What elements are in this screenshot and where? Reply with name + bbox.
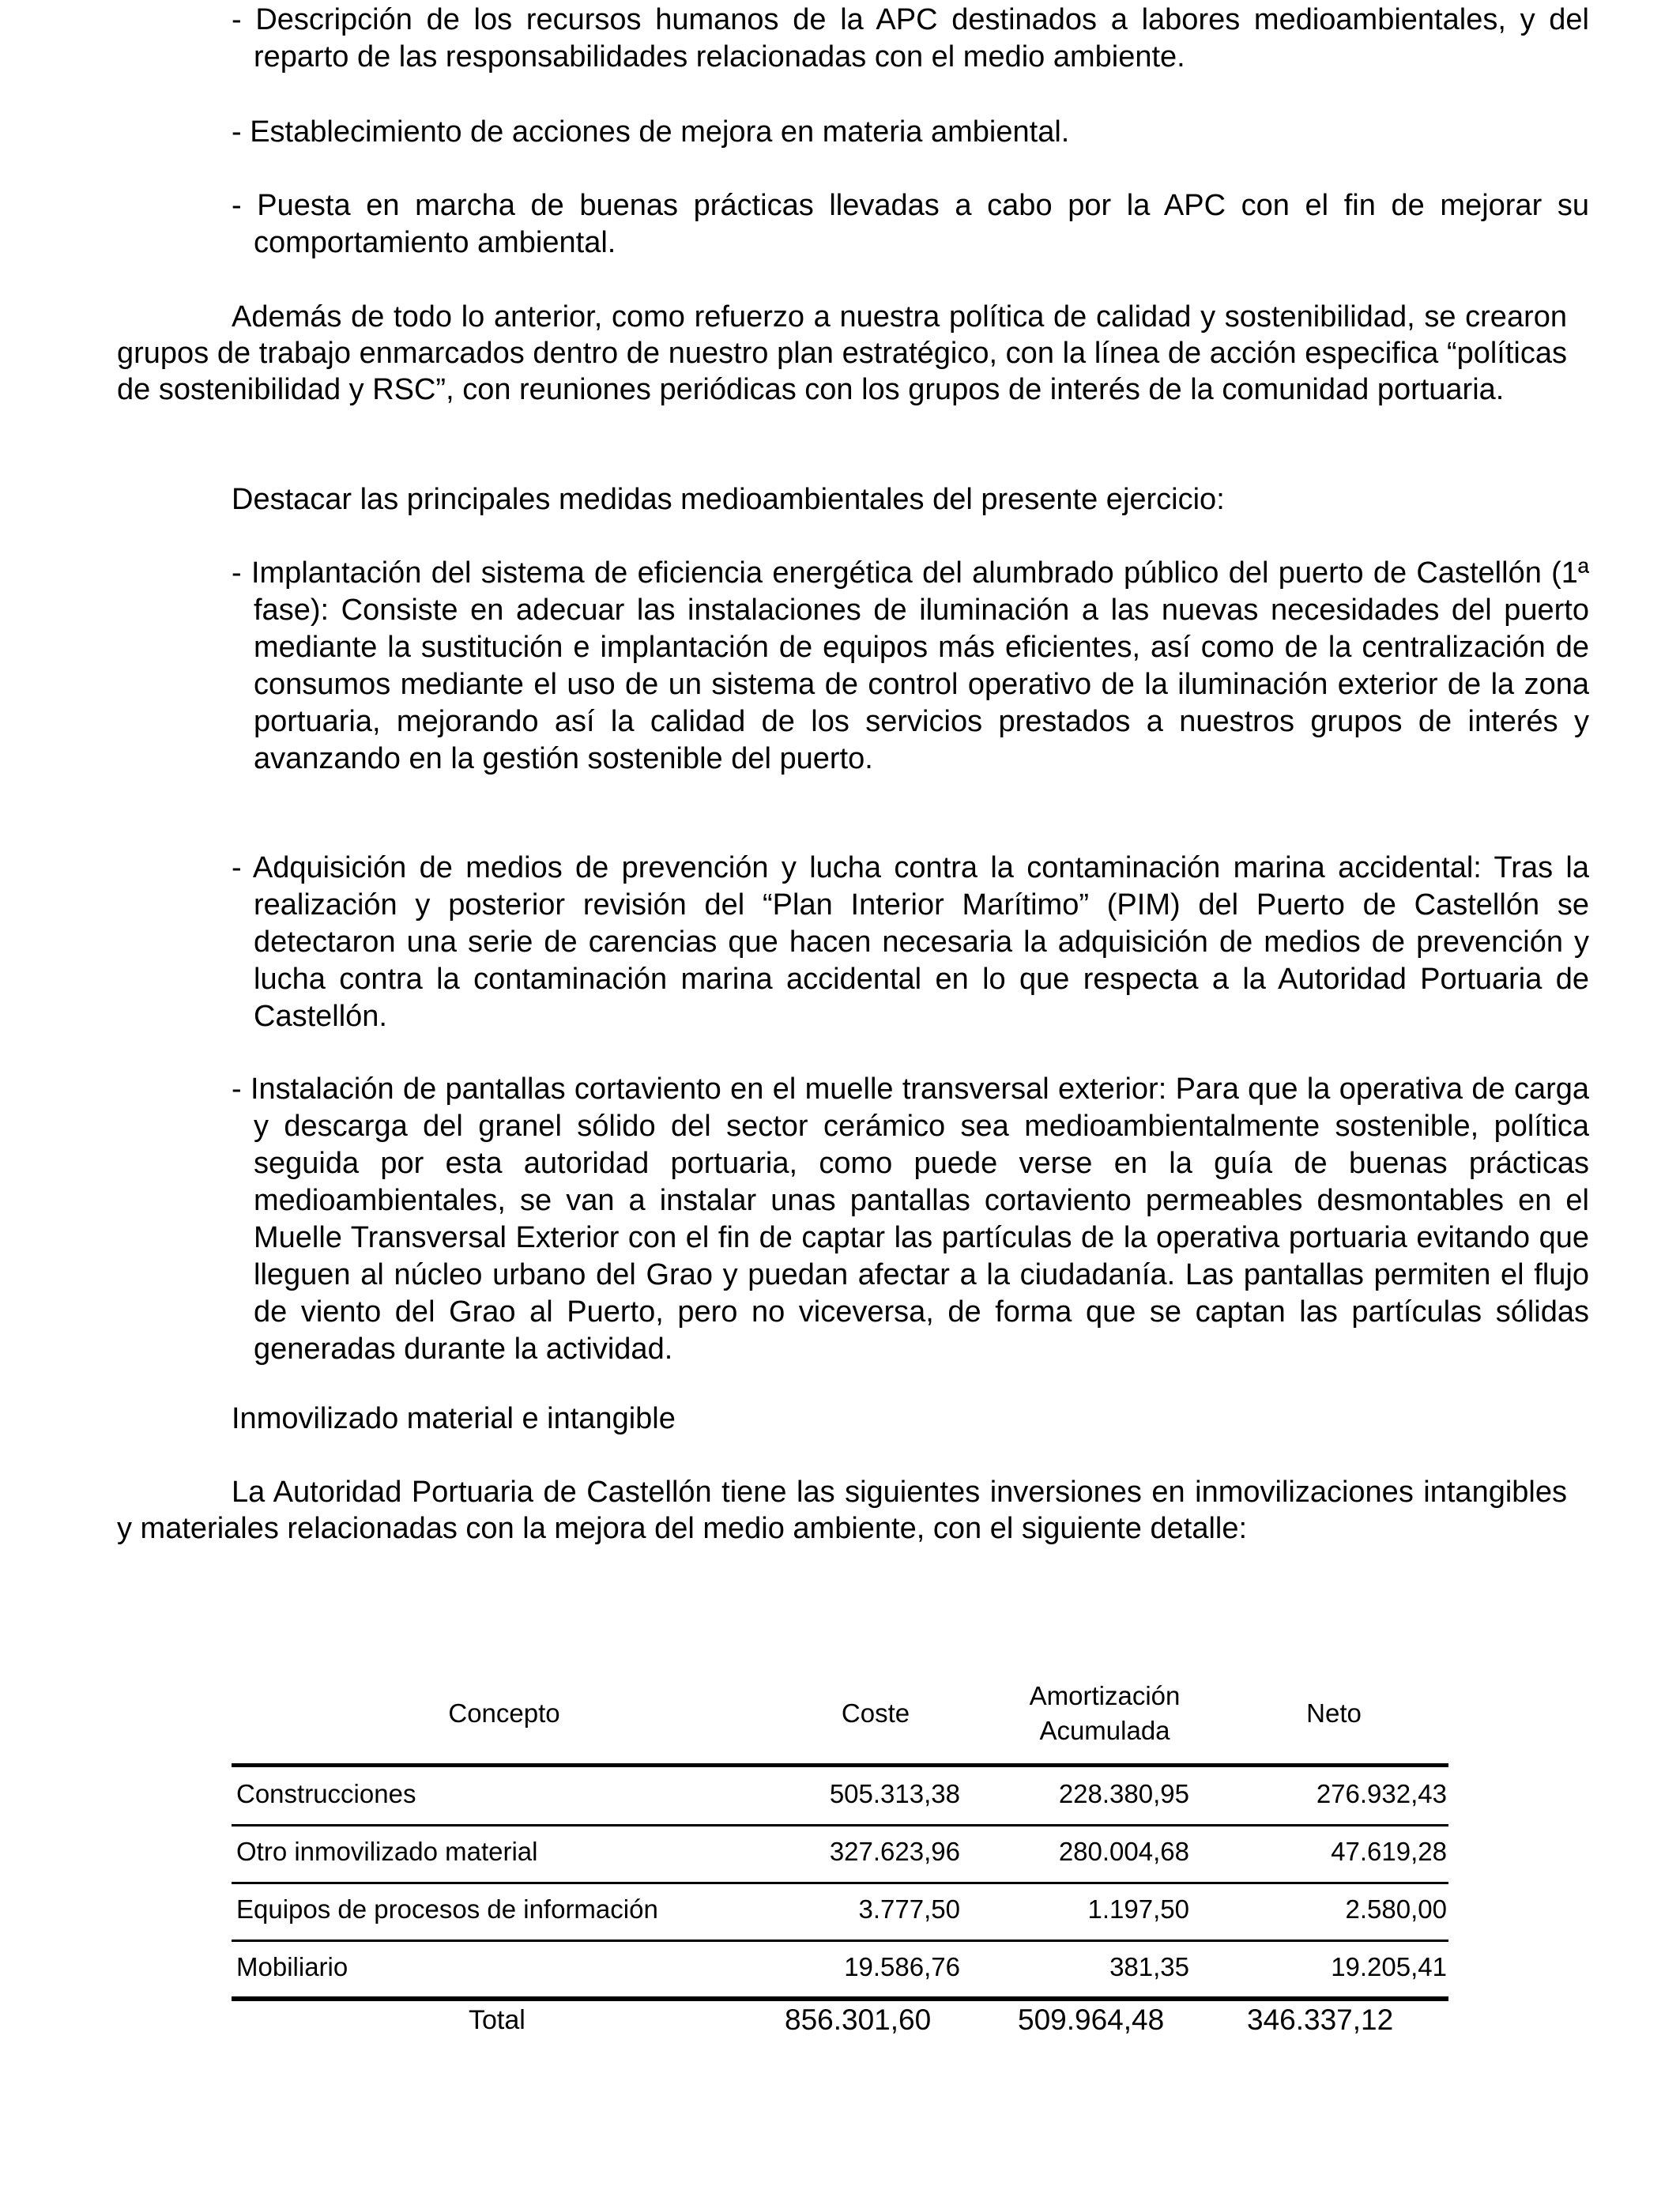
cell-neto: 276.932,43 [1316,1779,1447,1808]
header-neto: Neto [1306,1698,1362,1728]
header-concepto: Concepto [448,1698,560,1728]
bullet-recursos-humanos: - Descripción de los recursos humanos de la APC destinados a labores medioambientales, y del reparto de las responsabilidades relacionadas con el medio ambiente. [232,3,1589,74]
cell-amortizacion: 381,35 [1109,1952,1189,1981]
cell-amortizacion: 1.197,50 [1087,1894,1189,1924]
header-coste: Coste [841,1698,910,1728]
row-divider [232,1882,1448,1884]
cell-concepto: Construcciones [236,1779,416,1808]
total-amortizacion: 509.964,48 [1018,2004,1165,2036]
cell-neto: 19.205,41 [1331,1952,1447,1981]
cell-concepto: Mobiliario [236,1952,348,1981]
row-divider [232,1824,1448,1826]
cell-concepto: Equipos de procesos de información [236,1894,658,1924]
section-heading: Inmovilizado material e intangible [232,1402,676,1435]
cell-concepto: Otro inmovilizado material [236,1837,538,1866]
cell-coste: 3.777,50 [858,1894,960,1924]
cell-coste: 19.586,76 [844,1952,960,1981]
bullet-acciones-mejora: - Establecimiento de acciones de mejora en materia ambiental. [232,115,1070,149]
total-rule [232,1996,1448,2001]
header-rule [232,1763,1448,1767]
paragraph-medidas-intro: Destacar las principales medidas medioambientales del presente ejercicio: [232,483,1225,516]
cell-amortizacion: 280.004,68 [1058,1837,1189,1866]
paragraph-politica-calidad: Además de todo lo anterior, como refuerzo a nuestra política de calidad y sostenibilidad, se crearon grupos de trabajo enmarcados dentro de nuestro plan estratégico, con la línea de acción especifica “políticas de sostenibilidad y RSC”, con reuniones periódicas con los grupos de interés de la comunidad portuaria. [117,300,1567,406]
cell-coste: 327.623,96 [829,1837,960,1866]
total-label: Total [469,2005,525,2035]
cell-coste: 505.313,38 [829,1779,960,1808]
cell-neto: 2.580,00 [1345,1894,1447,1924]
total-coste: 856.301,60 [785,2004,932,2036]
cell-amortizacion: 228.380,95 [1058,1779,1189,1808]
total-neto: 346.337,12 [1247,2004,1394,2036]
header-amortizacion: Amortización Acumulada [1029,1681,1181,1745]
measure-eficiencia-energetica: - Implantación del sistema de eficiencia energética del alumbrado público del puerto de Castellón (1ª fase): Consiste en adecuar las instalaciones de iluminación a las nuevas necesidades del puerto mediante la sustitución e implantación de equipos más eficientes, así como de la centralización de consumos mediante el uso de un sistema de control operativo de la iluminación exterior de la zona portuaria, mejorando así la calidad de los servicios prestados a nuestros grupos de interés y avanzando en la gestión sostenible del puerto. [232,556,1589,775]
measure-pantallas-cortaviento: - Instalación de pantallas cortaviento en el muelle transversal exterior: Para que la operativa de carga y descarga del granel sólido del sector cerámico sea medioambientalmente sostenible, política seguida por esta autoridad portuaria, como puede verse en la guía de buenas prácticas medioambientales, se van a instalar unas pantallas cortaviento permeables desmontables en el Muelle Transversal Exterior con el fin de captar las partículas de la operativa portuaria evitando que lleguen al núcleo urbano del Grao y puedan afectar a la ciudadanía. Las pantallas permiten el flujo de viento del Grao al Puerto, pero no viceversa, de forma que se captan las partículas sólidas generadas durante la actividad. [232,1072,1589,1366]
row-divider [232,1940,1448,1942]
cell-neto: 47.619,28 [1331,1837,1447,1866]
paragraph-inversiones: La Autoridad Portuaria de Castellón tiene las siguientes inversiones en inmovilizaciones intangibles y materiales relacionadas con la mejora del medio ambiente, con el siguiente detalle: [117,1476,1567,1545]
bullet-buenas-practicas: - Puesta en marcha de buenas prácticas llevadas a cabo por la APC con el fin de mejorar su comportamiento ambiental. [232,189,1589,259]
measure-contaminacion-marina: - Adquisición de medios de prevención y lucha contra la contaminación marina accidental: Tras la realización y posterior revisión del “Plan Interior Marítimo” (PIM) del Puerto de Castellón se detectaron una serie de carencias que hacen necesaria la adquisición de medios de prevención y lucha contra la contaminación marina accidental en lo que respecta a la Autoridad Portuaria de Castellón. [232,851,1589,1033]
